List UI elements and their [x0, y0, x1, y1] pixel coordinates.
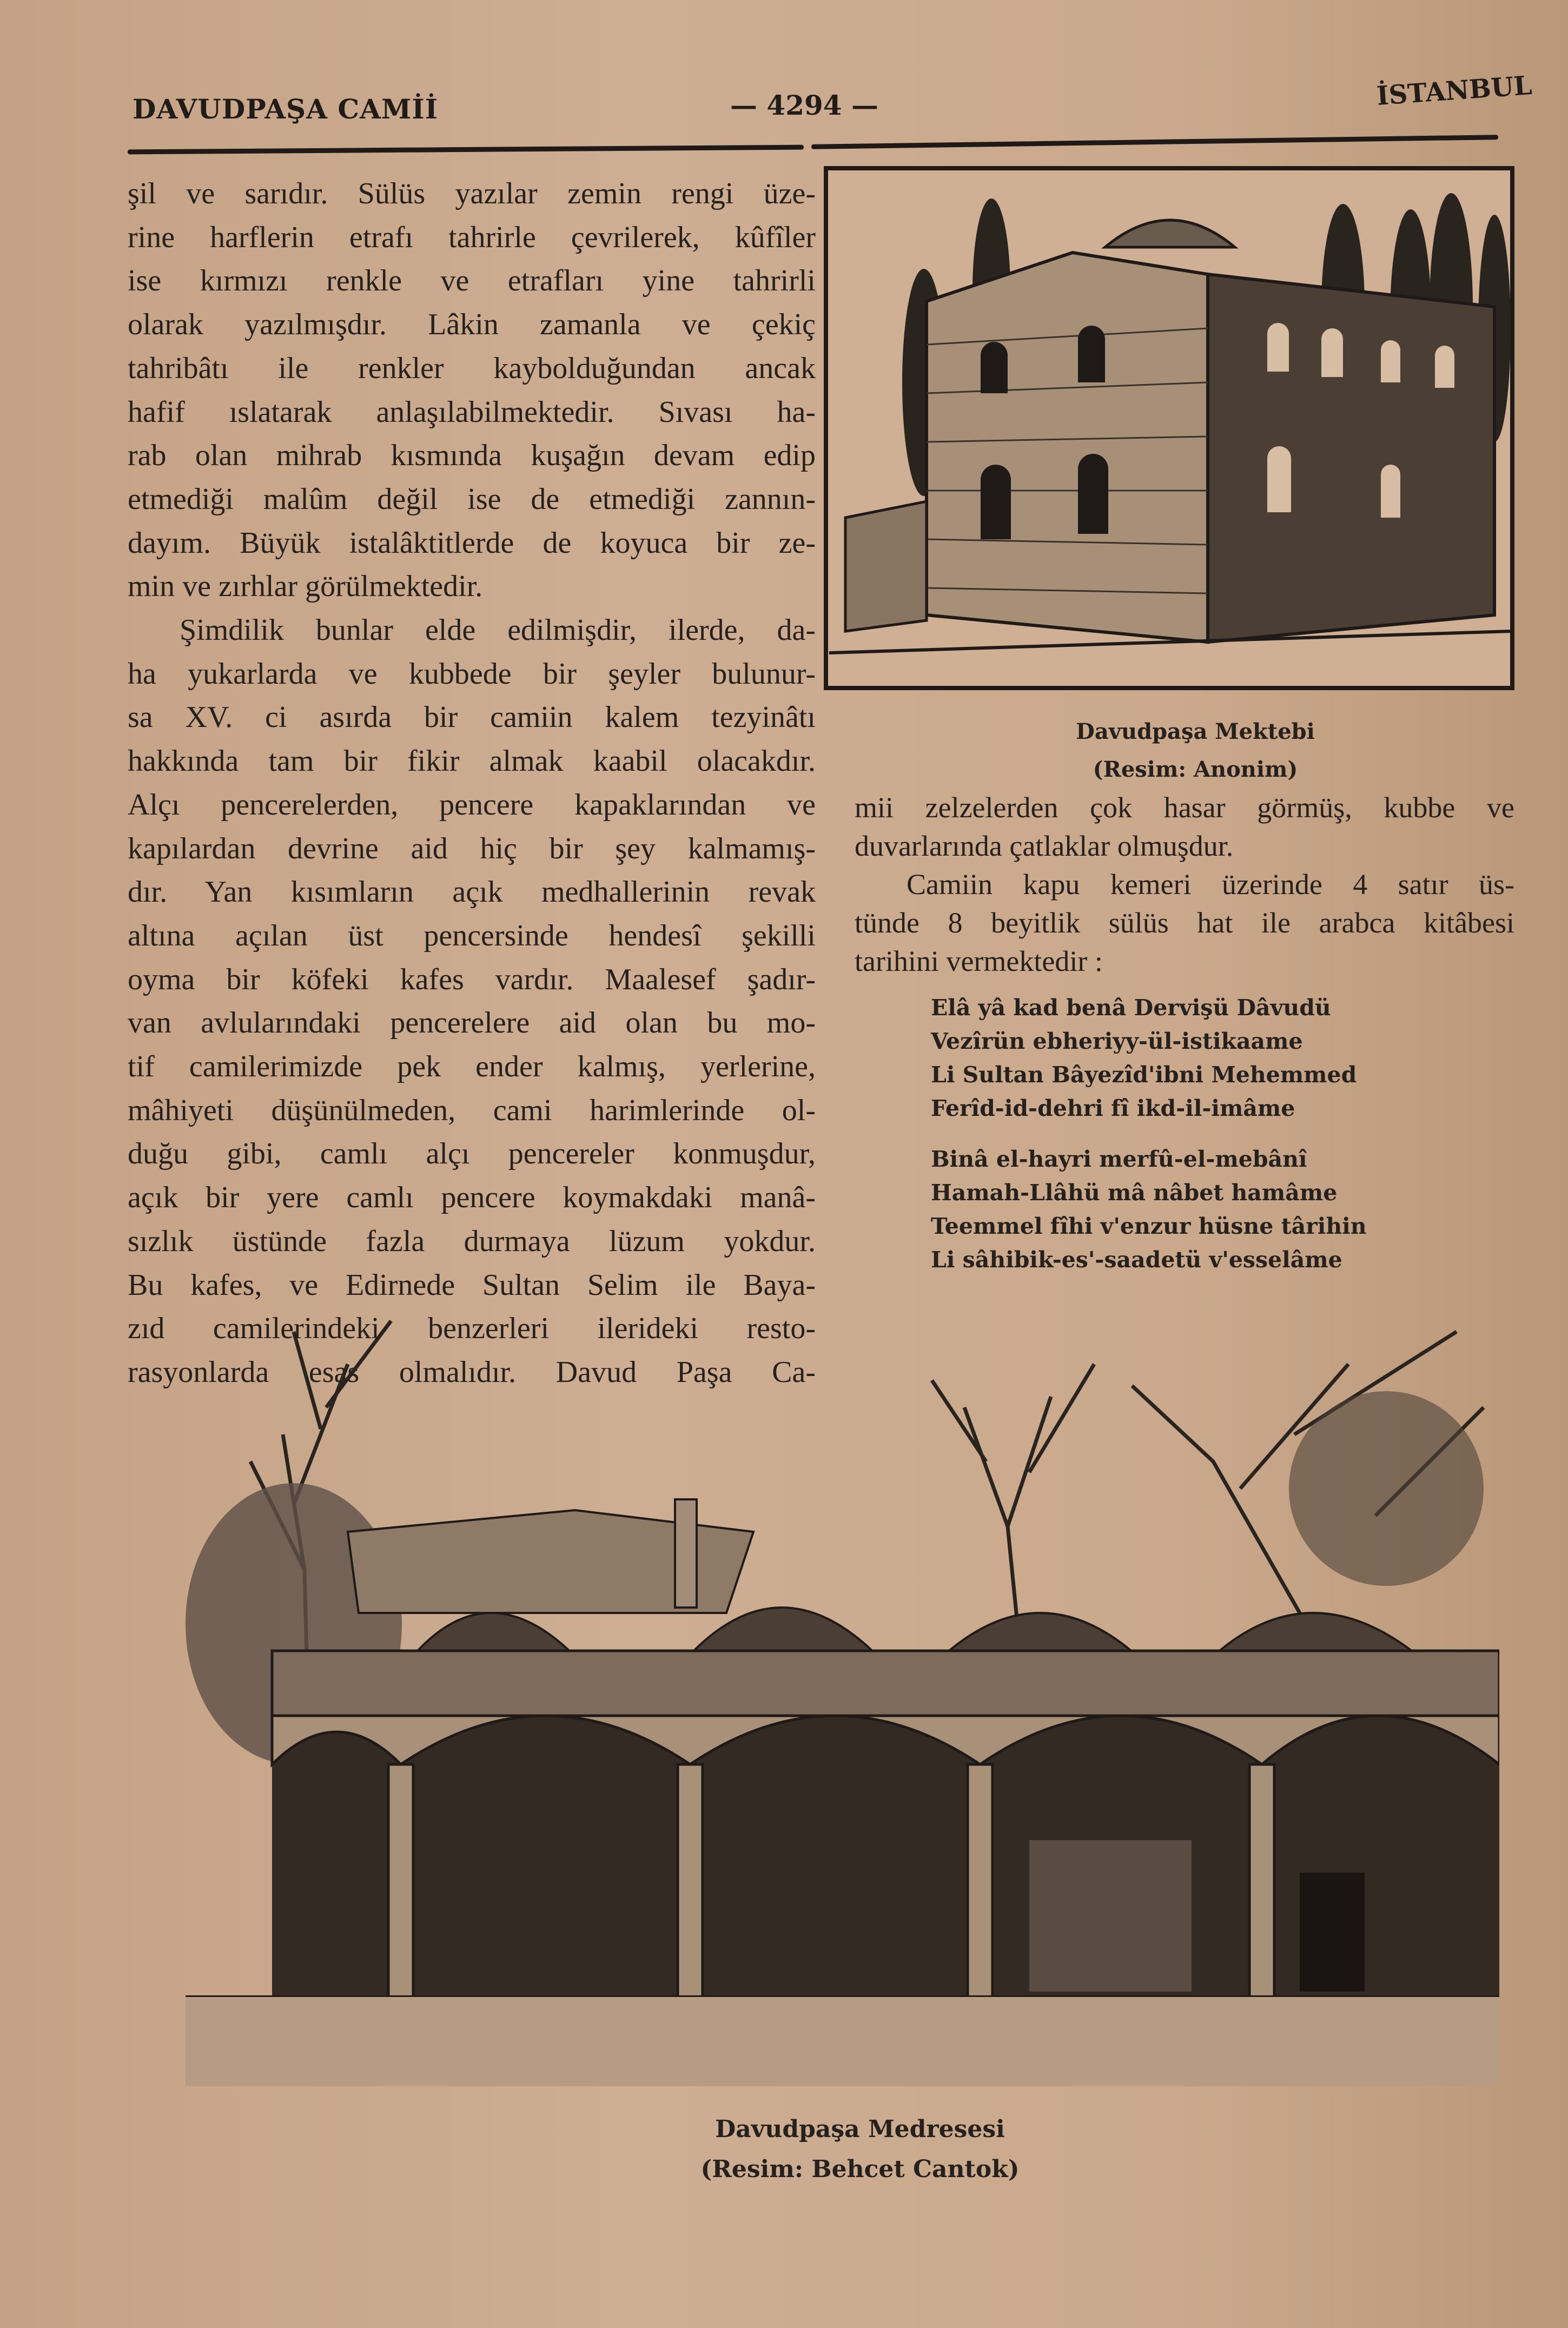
text-line: sa XV. ci asırda bir camiin kalem tezyinâtı [128, 700, 816, 735]
poem-line: Hamah-Llâhü mâ nâbet hamâme [931, 1180, 1338, 1206]
text-line: van avlularındaki pencerelere aid olan bu mo- [128, 1006, 816, 1040]
poem-line: Vezîrün ebheriyy-ül-istikaame [931, 1028, 1303, 1054]
poem-line: Ferîd-id-dehri fî ikd-il-imâme [931, 1095, 1295, 1121]
text-line: sızlık üstünde fazla durmaya lüzum yokdur. [128, 1224, 816, 1258]
poem-line: Binâ el-hayri merfû-el-mebânî [931, 1146, 1307, 1172]
running-title: DAVUDPAŞA CAMİİ [133, 93, 439, 125]
text-line: şil ve sarıdır. Sülüs yazılar zemin rengi üze- [128, 177, 816, 210]
text-line: Bu kafes, ve Edirnede Sultan Selim ile Baya- [128, 1268, 816, 1302]
poem-stanza [931, 1142, 1367, 1277]
caption-title: Davudpaşa Medresesi [715, 2115, 1005, 2143]
text-line: duvarlarında çatlaklar olmuşdur. [855, 830, 1234, 862]
text-line: dayım. Büyük istalâktitlerde de koyuca bir ze- [128, 526, 816, 560]
text-line: dır. Yan kısımların açık medhallerinin revak [128, 875, 816, 909]
top-figure-caption [1028, 713, 1363, 789]
poem-line: Elâ yâ kad benâ Dervişü Dâvudü [931, 995, 1331, 1021]
inscription-poem [931, 991, 1367, 1294]
text-line: ise kırmızı renkle ve etrafları yine tahrirli [128, 264, 816, 298]
text-line: zıd camilerindeki benzerleri ilerideki resto- [128, 1312, 816, 1346]
text-line: tarihini vermektedir : [855, 945, 1103, 977]
poem-stanza [931, 991, 1367, 1125]
text-line: Camiin kapu kemeri üzerinde 4 satır üs- [907, 868, 1514, 901]
left-text-column [128, 172, 816, 1394]
text-line: ha yukarlarda ve kubbede bir şeyler bulunur- [128, 657, 816, 691]
poem-line: Teemmel fîhi v'enzur hüsne târihin [931, 1213, 1367, 1239]
text-line: hafif ıslatarak anlaşılabilmektedir. Sıvası ha- [128, 395, 816, 429]
text-line: altına açılan üst pencersinde hendesî şekilli [128, 918, 816, 953]
text-line: mii zelzelerden çok hasar görmüş, kubbe ve [855, 791, 1514, 824]
text-line: tahribâtı ile renkler kaybolduğundan ancak [128, 351, 816, 385]
poem-line: Li sâhibik-es'-saadetü v'esselâme [931, 1247, 1342, 1273]
text-line: rine harflerin etrafı tahrirle çevrilerek, kûfîler [128, 220, 816, 254]
caption-credit: (Resim: Behcet Cantok) [700, 2155, 1020, 2183]
page-number: — 4294 — [730, 89, 878, 121]
text-line: etmediği malûm değil ise de etmediği zannın- [128, 482, 816, 516]
mektebi-illustration [824, 166, 1514, 690]
text-line: duğu gibi, camlı alçı pencereler konmuşdur, [128, 1137, 816, 1171]
text-line: olarak yazılmışdır. Lâkin zamanla ve çekiç [128, 308, 816, 342]
text-line: hakkında tam bir fikir almak kaabil olacakdır. [128, 744, 816, 778]
caption-credit: (Resim: Anonim) [1093, 757, 1298, 782]
text-line: oyma bir köfeki kafes vardır. Maalesef şadır- [128, 962, 816, 996]
text-line: açık bir yere camlı pencere koymakdaki manâ- [128, 1181, 816, 1215]
section-title: İSTANBUL [1375, 70, 1533, 111]
poem-line: Li Sultan Bâyezîd'ibni Mehemmed [931, 1062, 1357, 1088]
text-line: kapılardan devrine aid hiç bir şey kalmamış- [128, 831, 816, 865]
text-line: mâhiyeti düşünülmeden, cami harimlerinde ol- [128, 1093, 816, 1127]
text-line: Şimdilik bunlar elde edilmişdir, ilerde, da- [180, 613, 816, 647]
text-line: rasyonlarda esas olmalıdır. Davud Paşa Ca- [128, 1355, 816, 1389]
bottom-figure-caption [649, 2109, 1071, 2190]
text-line: rab olan mihrab kısmında kuşağın devam edip [128, 439, 816, 473]
text-line: min ve zırhlar görülmektedir. [128, 570, 483, 604]
text-line: tünde 8 beyitlik sülüs hat ile arabca kitâbesi [855, 907, 1514, 939]
text-line: Alçı pencerelerden, pencere kapaklarından ve [128, 788, 816, 822]
medrese-illustration [186, 1299, 1499, 2086]
text-line: tif camilerimizde pek ender kalmış, yerlerine, [128, 1050, 816, 1084]
caption-title: Davudpaşa Mektebi [1076, 719, 1315, 744]
right-text-column [855, 789, 1514, 981]
